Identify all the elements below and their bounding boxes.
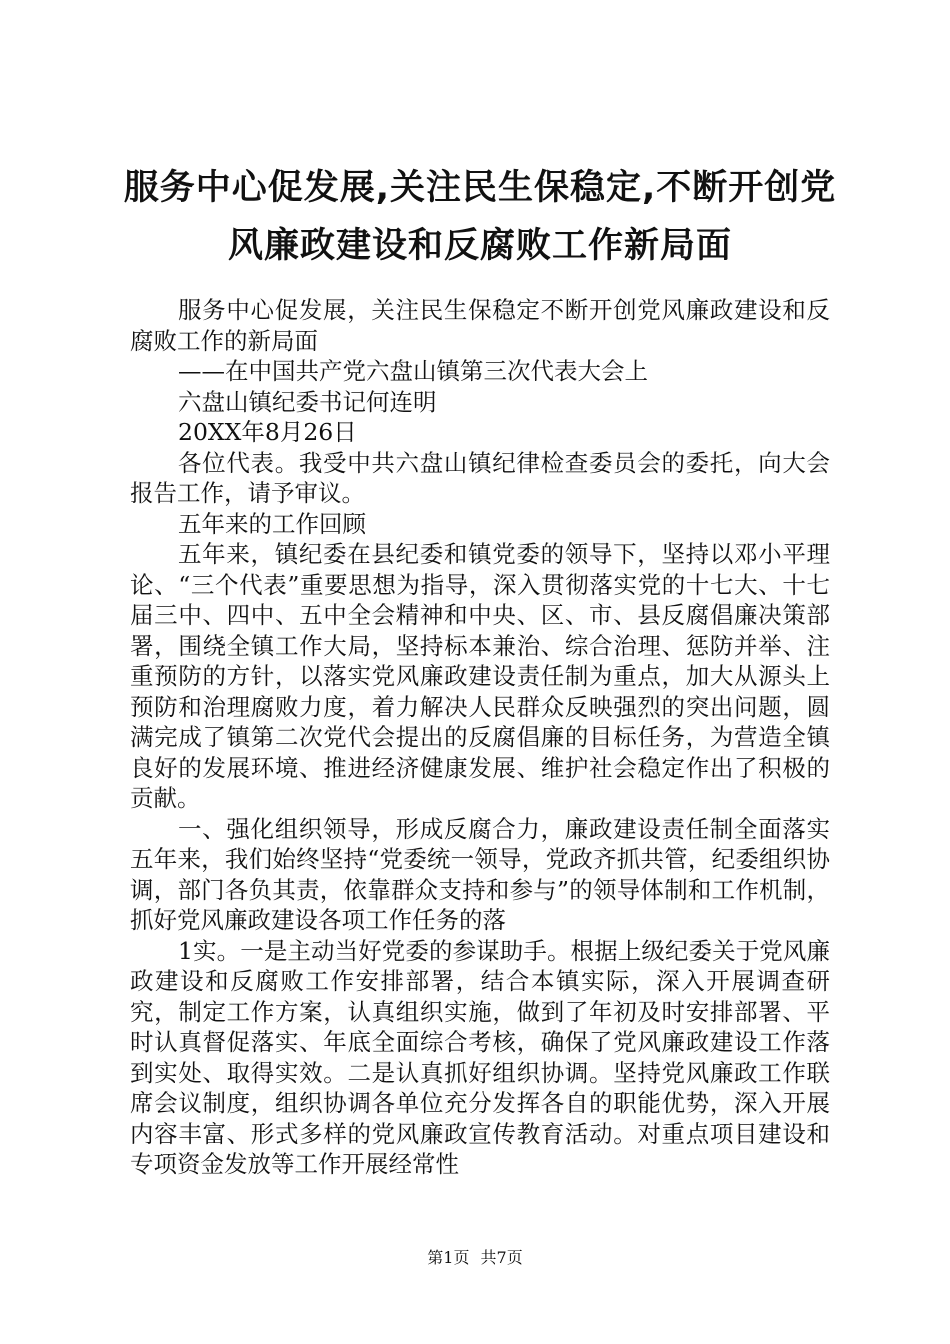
body-paragraph: 五年来，镇纪委在县纪委和镇党委的领导下，坚持以邓小平理论、“三个代表”重要思想为指导，深入贯彻落实党的十七大、十七届三中、四中、五中全会精神和中央、区、市、县反腐倡廉决策部署，围绕全镇工作大局，坚持标本兼治、综合治理、惩防并举、注重预防的方针，以落实党风廉政建设责任制为重点，加大从源头上预防和治理腐败力度，着力解决人民群众反映强烈的突出问题，圆满完成了镇第二次党代会提出的反腐倡廉的目标任务，为营造全镇良好的发展环境、推进经济健康发展、维护社会稳定作出了积极的贡献。 — [130, 540, 830, 812]
occasion-line: ——在中国共产党六盘山镇第三次代表大会上 — [178, 357, 648, 385]
author-line: 六盘山镇纪委书记何连明 — [178, 387, 437, 416]
subtitle-paragraph: 服务中心促发展，关注民生保稳定不断开创党风廉政建设和反腐败工作的新局面 — [130, 296, 830, 355]
page-number: 第1页 — [427, 1248, 470, 1267]
page-total: 共7页 — [480, 1248, 523, 1267]
page-footer — [0, 1245, 950, 1268]
document-title-line-1: 服务中心促发展,关注民生保稳定,不断开创党 — [123, 168, 837, 208]
body-paragraph: 1实。一是主动当好党委的参谋助手。根据上级纪委关于党风廉政建设和反腐败工作安排部署，结合本镇实际，深入开展调查研究，制定工作方案，认真组织实施，做到了年初及时安排部署、平时认真督促落实、年底全面综合考核，确保了党风廉政建设工作落到实处、取得实效。二是认真抓好组织协调。坚持党风廉政工作联席会议制度，组织协调各单位充分发挥各自的职能优势，深入开展内容丰富、形式多样的党风廉政宣传教育活动。对重点项目建设和专项资金发放等工作开展经常性 — [130, 936, 830, 1178]
date-line: 20XX年8月26日 — [178, 418, 357, 446]
document-title-line-2: 风廉政建设和反腐败工作新局面 — [227, 226, 732, 266]
body-paragraph: 一、强化组织领导，形成反腐合力，廉政建设责任制全面落实五年来，我们始终坚持“党委统一领导，党政齐抓共管，纪委组织协调，部门各负其责，依靠群众支持和参与”的领导体制和工作机制，抓好党风廉政建设各项工作任务的落 — [130, 814, 830, 934]
document-body — [130, 295, 830, 1180]
section-heading: 五年来的工作回顾 — [178, 509, 366, 538]
opening-paragraph: 各位代表。我受中共六盘山镇纪律检查委员会的委托，向大会报告工作，请予审议。 — [130, 448, 830, 507]
